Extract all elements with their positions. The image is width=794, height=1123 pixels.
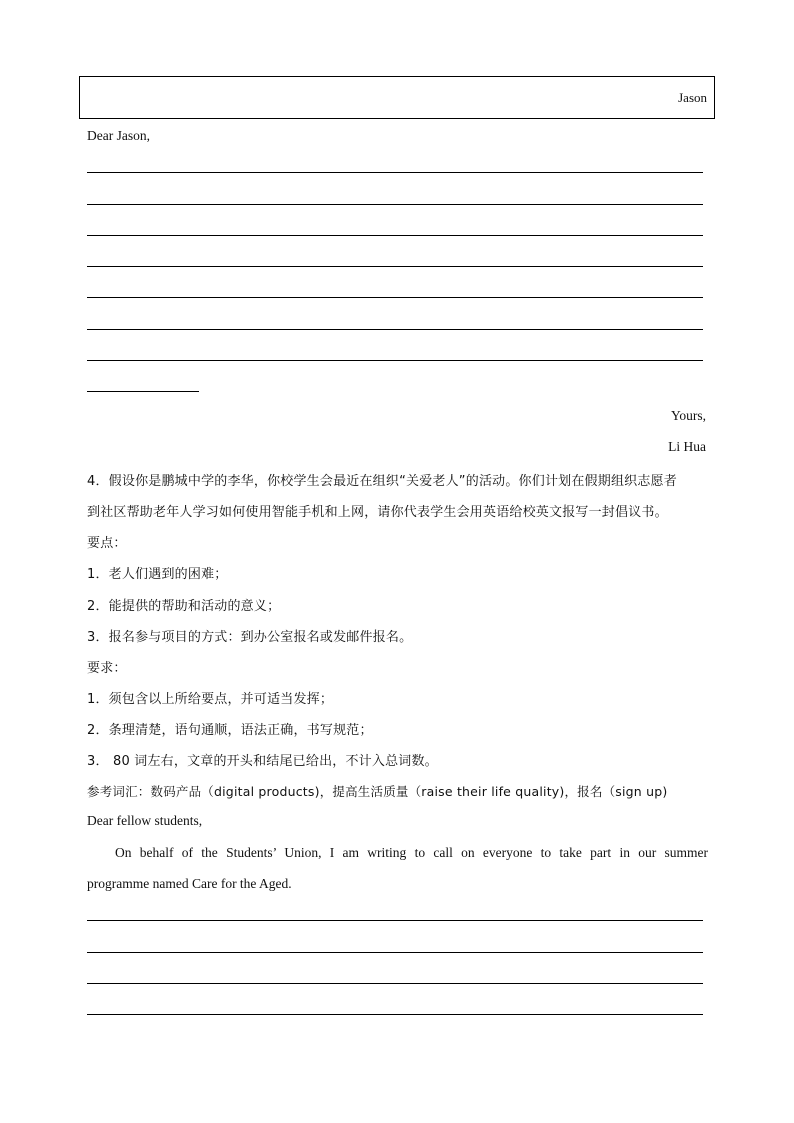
signature: Li Hua — [668, 439, 706, 454]
requirement-item: 3． 80 词左右，文章的开头和结尾已给出，不计入总词数。 — [87, 754, 438, 769]
header-name: Jason — [678, 90, 707, 105]
requirement-item: 2．条理清楚，语句通顺，语法正确，书写规范； — [87, 723, 373, 738]
writing-line — [87, 204, 703, 205]
writing-line — [87, 952, 703, 953]
letter-header-box — [79, 76, 715, 119]
writing-line — [87, 266, 703, 267]
writing-line — [87, 920, 703, 921]
writing-line — [87, 297, 703, 298]
point-item: 2．能提供的帮助和活动的意义； — [87, 599, 281, 614]
requirement-item: 1．须包含以上所给要点，并可适当发挥； — [87, 692, 334, 707]
points-title: 要点： — [87, 536, 127, 551]
opening-line2: programme named Care for the Aged. — [87, 876, 292, 891]
point-item: 1．老人们遇到的困难； — [87, 567, 228, 582]
writing-line — [87, 235, 703, 236]
salutation-jason: Dear Jason, — [87, 128, 150, 143]
point-item: 3．报名参与项目的方式：到办公室报名或发邮件报名。 — [87, 630, 413, 645]
task4-prompt-line2: 到社区帮助老年人学习如何使用智能手机和上网，请你代表学生会用英语给校英文报写一封倡议书。 — [87, 505, 668, 520]
writing-line — [87, 329, 703, 330]
writing-line — [87, 1014, 703, 1015]
writing-line — [87, 360, 703, 361]
vocabulary-hint: 参考词汇：数码产品（digital products)，提高生活质量（raise their life quality)，报名（sign up) — [87, 784, 668, 799]
salutation-students: Dear fellow students, — [87, 813, 203, 828]
requirements-title: 要求： — [87, 661, 127, 676]
writing-line — [87, 983, 703, 984]
opening-line1: On behalf of the Students’ Union, I am writing to call on everyone to take part in our summer — [115, 845, 708, 860]
closing: Yours, — [670, 408, 706, 423]
writing-line-short — [87, 391, 199, 392]
writing-line — [87, 172, 703, 173]
task4-prompt-line1: 4．假设你是鹏城中学的李华，你校学生会最近在组织“关爱老人”的活动。你们计划在假期组织志愿者 — [87, 474, 677, 489]
